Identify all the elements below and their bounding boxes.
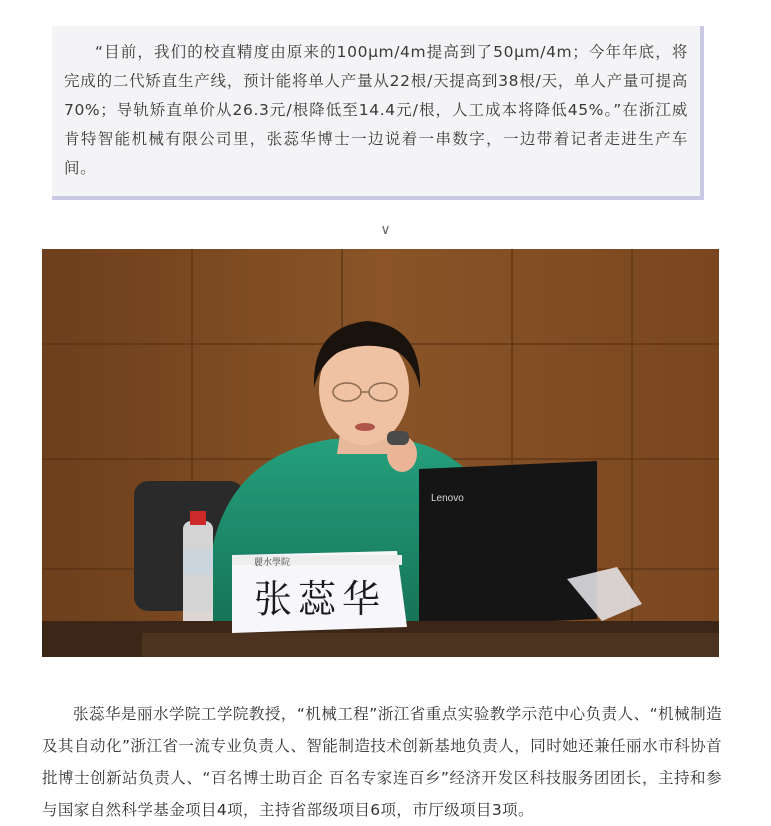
chevron-down-icon: ∨: [380, 222, 391, 238]
speaker-photo: [42, 249, 719, 657]
laptop-brand: Lenovo: [431, 493, 464, 504]
nameplate-logo: 麗水學院: [254, 558, 291, 568]
body-paragraph: 张蕊华是丽水学院工学院教授，“机械工程”浙江省重点实验教学示范中心负责人、“机械制造及其自动化”浙江省一流专业负责人、智能制造技术创新基地负责人，同时她还兼任丽水市科协首批博士创新站负责人、“百名博士助百企 百名专家连百乡”经济开发区科技服务团团长，主持和参与国家自然科学基金项目4项，主持省部级项目6项，市厅级项目3项。: [42, 705, 722, 819]
speaker-photo-illustration: [42, 249, 719, 657]
quote-box: [52, 26, 704, 200]
nameplate-name: 张蕊华: [254, 577, 387, 621]
quote-text: “目前，我们的校直精度由原来的100μm/4m提高到了50μm/4m；今年年底，将完成的二代矫直生产线，预计能将单人产量从22根/天提高到38根/天，单人产量可提高70%；导轨矫直单价从26.3元/根降低至14.4元/根，人工成本将降低45%。”在浙江威肯特智能机械有限公司里，张蕊华博士一边说着一串数字，一边带着记者走进生产车间。: [64, 43, 688, 177]
